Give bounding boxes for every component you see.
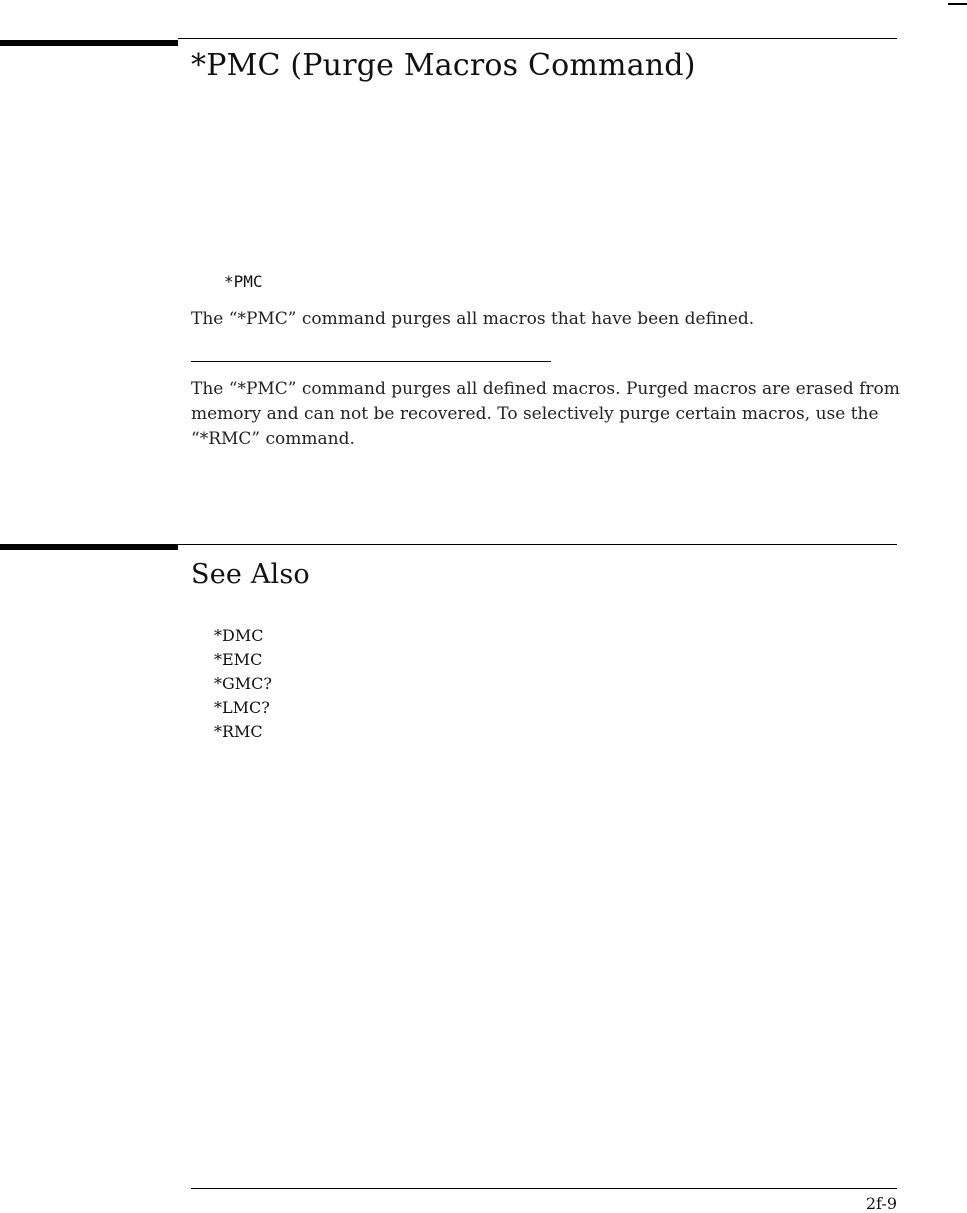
- command-description: The “*PMC” command purges all defined macros. Purged macros are erased from memory and can not be recovered. To selectively purge certain macros, use the “*RMC” command.: [191, 379, 900, 449]
- section-2-margin-bar: [0, 544, 178, 550]
- description-divider: [191, 361, 551, 362]
- see-also-item-rmc: *RMC: [214, 722, 263, 741]
- command-syntax: *PMC: [224, 272, 263, 291]
- section-1-rule: [178, 38, 897, 39]
- see-also-item-emc: *EMC: [214, 650, 263, 669]
- page-number: 2f-9: [865, 1194, 897, 1213]
- see-also-item-gmc: *GMC?: [214, 674, 272, 693]
- see-also-item-lmc: *LMC?: [214, 698, 270, 717]
- page-title: *PMC (Purge Macros Command): [191, 48, 696, 83]
- section-2-rule: [178, 544, 897, 545]
- section-1-margin-bar: [0, 40, 178, 46]
- command-summary: The “*PMC” command purges all macros that have been defined.: [191, 309, 755, 329]
- see-also-heading: See Also: [191, 559, 310, 590]
- see-also-list: [214, 624, 272, 744]
- see-also-item-dmc: *DMC: [214, 626, 264, 645]
- footer-rule: [191, 1188, 897, 1189]
- corner-mark: [948, 3, 967, 5]
